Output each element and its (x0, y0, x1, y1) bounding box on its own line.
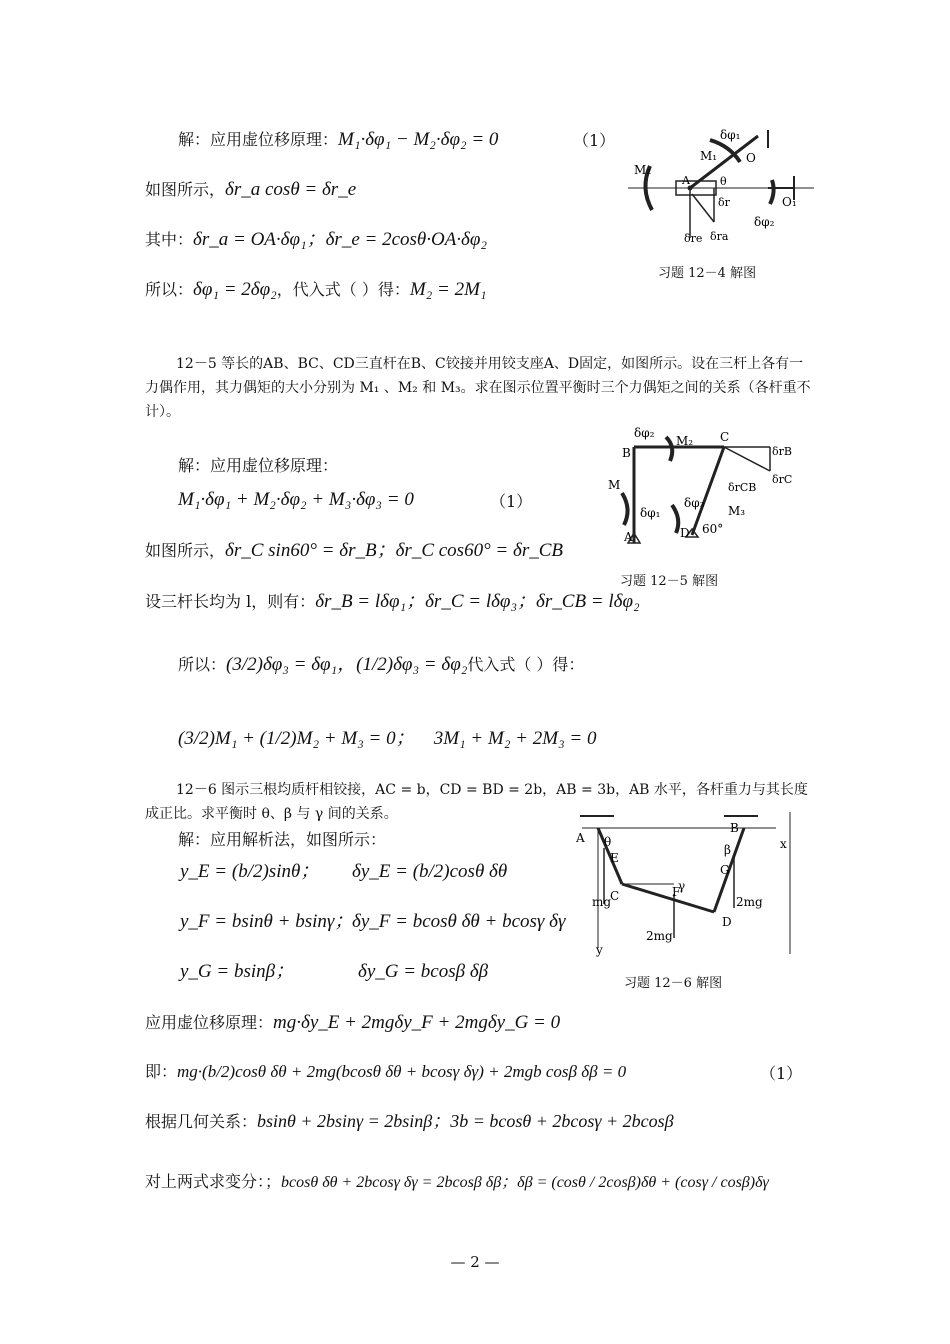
fig125-lbl-M3: M₃ (728, 504, 746, 518)
s125-l2-eq: M₁·δφ₁ + M₂·δφ₂ + M₃·δφ₃ = 0 (178, 489, 414, 510)
fig124-lbl-dr: δr (718, 196, 730, 209)
fig126-lbl-A: A (576, 831, 585, 845)
fig126-lbl-D: D (722, 915, 732, 929)
s124-l3-eq: δr_a = OA·δφ₁；δr_e = 2cosθ·OA·δφ₂ (193, 229, 488, 250)
fig125-lbl-drB: δrB (772, 445, 792, 458)
s126-yF (180, 912, 353, 932)
fig125-lbl-dphi3: δφ₃ (684, 496, 705, 510)
s125-l1: 解：应用虚位移原理： (178, 456, 339, 475)
s124-l1-label: 解：应用虚位移原理： (178, 130, 339, 149)
fig125-lbl-B: B (622, 446, 631, 460)
fig125-lbl-dphi1: δφ₁ (640, 506, 661, 520)
s126-ji-eq: mg·(b/2)cosθ δθ + 2mg(bcosθ δθ + bcosγ δγ) + 2mgb cosβ δβ = 0 (177, 1062, 627, 1081)
s126-geo-eq: bsinθ + 2bsinγ = 2bsinβ；3b = bcosθ + 2bcosγ + 2bcosβ (257, 1111, 674, 1131)
fig125-lbl-drC: δrC (772, 473, 793, 486)
s125-l3-eq: δr_C sin60° = δr_B；δr_C cos60° = δr_CB (225, 540, 563, 561)
s126-dyE (352, 862, 507, 882)
s125-l2-num: （1） (490, 492, 533, 511)
s124-line4 (145, 280, 487, 300)
fig126-lbl-B: B (730, 821, 739, 835)
fig126-lbl-gamma: γ (678, 879, 686, 893)
s124-l4-mid: ，代入式（ ）得： (276, 280, 410, 299)
s126-yG (180, 962, 294, 982)
s125-l5-tail: 代入式（ ）得： (467, 655, 585, 674)
s125-line6 (178, 729, 597, 749)
fig124-lbl-dre: δre (684, 232, 703, 245)
fig126-lbl-x: x (780, 837, 787, 851)
s125-l5-eq: (3/2)δφ₃ = δφ₁，(1/2)δφ₃ = δφ₂ (226, 654, 468, 675)
s126-yF-eq: y_F = bsinθ + bsinγ； (180, 911, 354, 932)
s126-dyG (358, 962, 488, 982)
fig124-lbl-dphi2: δφ₂ (754, 215, 775, 229)
fig126-lbl-2mg-G: 2mg (736, 895, 763, 909)
s126-var-eq: bcosθ δθ + 2bcosγ δγ = 2bcosβ δβ；δβ = (cosθ / 2cosβ)δθ + (cosγ / cosβ)δγ (281, 1174, 769, 1191)
fig124-lbl-dphi1: δφ₁ (720, 128, 741, 142)
s124-l4-label: 所以： (145, 280, 194, 299)
fig126-lbl-beta: β (724, 843, 731, 857)
fig126-lbl-2mg-F: 2mg (646, 929, 673, 943)
s124-line3 (145, 230, 487, 250)
s124-l4-eq1: δφ₁ = 2δφ₂ (193, 279, 277, 300)
fig124-lbl-M2: M₂ (634, 163, 652, 177)
s126-geo-label: 根据几何关系： (145, 1112, 258, 1131)
fig125-lbl-drCB: δrCB (728, 481, 757, 494)
fig124-lbl-A: A (682, 174, 690, 187)
s125-problem: 12－5 等长的AB、BC、CD三直杆在B、C铰接并用铰支座A、D固定，如图所示。设在三杆上各有一力偶作用，其力偶矩的大小分别为 M₁ 、M₂ 和 M₃。求在图示位置平衡时三个力偶矩之间的关系（各杆重不计）。 (145, 356, 811, 420)
s126-dyE-eq: δy_E = (b/2)cosθ δθ (352, 861, 508, 882)
s124-l2-label: 如图所示， (145, 180, 226, 199)
s126-yE (180, 862, 319, 882)
figure-12-5 (604, 425, 804, 560)
s125-line4 (145, 592, 640, 612)
fig124-lbl-O1: O₁ (782, 195, 797, 209)
s126-yE-eq: y_E = (b/2)sinθ； (180, 861, 320, 882)
page-number: — 2 — (450, 1253, 500, 1271)
s126-var (145, 1172, 769, 1193)
s125-line2 (178, 490, 414, 510)
s126-yG-eq: y_G = bsinβ； (180, 961, 295, 982)
s126-dyF (352, 912, 565, 932)
s125-line5 (178, 655, 584, 675)
s124-l1-num: （1） (573, 131, 616, 150)
fig126-lbl-theta: θ (604, 835, 612, 849)
s126-var-label: 对上两式求变分：； (145, 1172, 282, 1191)
fig125-lbl-dphi2: δφ₂ (634, 426, 655, 440)
s125-l6-eq1: (3/2)M₁ + (1/2)M₂ + M₃ = 0； (178, 728, 415, 749)
s125-line3 (145, 541, 563, 561)
fig126-lbl-C: C (610, 889, 620, 903)
fig126-lbl-mg: mg (592, 895, 612, 909)
fig125-lbl-D: D (680, 526, 690, 540)
s124-caption: 习题 12－4 解图 (658, 266, 757, 281)
fig126-lbl-E: E (610, 851, 619, 865)
s126-vw-eq: mg·δy_E + 2mgδy_F + 2mgδy_G = 0 (273, 1012, 561, 1033)
s124-l1-eq: M₁·δφ₁ − M₂·δφ₂ = 0 (338, 129, 499, 150)
s126-problem: 12－6 图示三根均质杆相铰接，AC = b，CD = BD = 2b，AB = 3b，AB 水平，各杆重力与其长度成正比。求平衡时 θ、β 与 γ 间的关系。 (145, 782, 808, 822)
figure-12-4 (622, 122, 822, 257)
s124-l2-eq: δr_a cosθ = δr_e (225, 179, 357, 200)
fig126-lbl-F: F (672, 885, 681, 899)
s126-vw-label: 应用虚位移原理： (145, 1013, 274, 1032)
s125-l6-eq2: 3M₁ + M₂ + 2M₃ = 0 (433, 728, 597, 749)
fig125-lbl-M2: M₂ (676, 434, 694, 448)
fig125-lbl-A: A (624, 530, 633, 544)
fig124-lbl-dra: δra (710, 230, 729, 243)
s126-dyF-eq: δy_F = bcosθ δθ + bcosγ δγ (352, 911, 566, 932)
s126-geo (145, 1111, 674, 1132)
fig125-lbl-60: 60° (702, 522, 724, 536)
fig124-lbl-M1: M₁ (700, 149, 718, 163)
s126-dyG-eq: δy_G = bcosβ δβ (358, 961, 489, 982)
fig125-lbl-M1: M (608, 478, 621, 492)
s126-l1: 解：应用解析法，如图所示： (178, 830, 387, 849)
s126-ji-label: 即： (145, 1062, 178, 1081)
s125-l5-label: 所以： (178, 655, 227, 674)
s125-l3-label: 如图所示， (145, 541, 226, 560)
s124-l3-label: 其中： (145, 230, 194, 249)
s125-l4-eq: δr_B = lδφ₁；δr_C = lδφ₃；δr_CB = lδφ₂ (315, 591, 640, 612)
s126-caption: 习题 12－6 解图 (624, 976, 723, 991)
fig126-lbl-G: G (720, 863, 730, 877)
fig124-lbl-O: O (746, 151, 756, 165)
fig126-lbl-y: y (596, 943, 603, 957)
s124-line2 (145, 180, 356, 200)
s124-l4-eq2: M₂ = 2M₁ (409, 279, 487, 300)
s124-line1 (178, 130, 498, 150)
s126-ji (145, 1062, 626, 1082)
s125-caption: 习题 12－5 解图 (620, 574, 719, 589)
figure-12-6 (574, 808, 799, 958)
s126-ji-num: （1） (760, 1064, 803, 1083)
fig125-lbl-C: C (720, 430, 730, 444)
s126-vw (145, 1013, 560, 1033)
fig124-lbl-theta: θ (720, 175, 727, 188)
s125-l4-label: 设三杆长均为 l，则有： (145, 592, 316, 611)
